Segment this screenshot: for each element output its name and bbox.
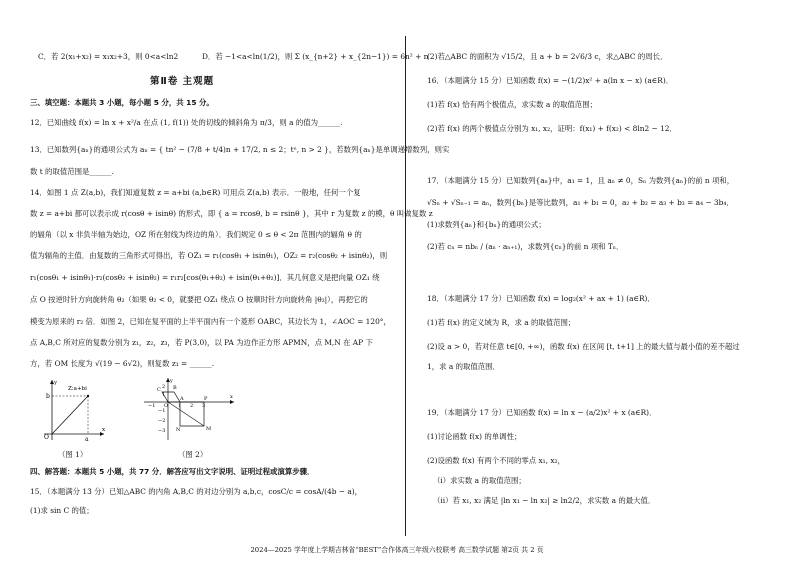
svg-text:3: 3 [202, 403, 206, 409]
svg-text:−1: −1 [148, 403, 156, 409]
question-16-part2: (2)若 f(x) 的两个极值点分别为 x₁, x₂，证明：f(x₁) + f(x₂) < 8ln2 − 12． [427, 124, 677, 133]
question-14-line7: 模变为原来的 r₂ 倍．如图 2，已知在复平面的上半平面内有一个菱形 OABC，其边长为 1，∠AOC = 120°， [30, 317, 391, 326]
question-19-part1: (1)讨论函数 f(x) 的单调性； [427, 432, 522, 441]
svg-text:2: 2 [190, 403, 194, 409]
svg-text:P: P [204, 396, 208, 402]
question-16-part1: (1)若 f(x) 恰有两个极值点，求实数 a 的取值范围； [427, 100, 597, 109]
question-17-part1: (1)求数列{aₙ}和{bₙ}的通项公式； [427, 220, 546, 229]
question-19: 19．（本题满分 17 分）已知函数 f(x) = ln x − (a/2)x² + x (a∈R)． [427, 408, 657, 417]
question-17: 17．（本题满分 15 分）已知数列{aₙ}中，a₁ = 1，且 aₙ ≠ 0，Sₙ 为数列{aₙ}的前 n 项和， [427, 176, 735, 185]
question-12: 12．已知曲线 f(x) = ln x + x²/a 在点 (1, f(1)) 处的切线的倾斜角为 π/3，则 a 的值为______. [30, 118, 343, 127]
svg-text:b: b [46, 393, 50, 400]
svg-text:C: C [157, 387, 161, 393]
question-15-part1: (1)求 sin C 的值； [30, 506, 94, 515]
svg-text:2: 2 [162, 384, 166, 390]
svg-text:1: 1 [162, 392, 166, 398]
svg-text:a: a [85, 436, 89, 442]
svg-text:y: y [54, 380, 58, 386]
svg-text:x: x [230, 394, 233, 400]
svg-text:Z:a+bi: Z:a+bi [68, 386, 87, 392]
svg-text:M: M [206, 426, 212, 432]
question-13-line2: 数 t 的取值范围是______. [30, 167, 114, 176]
question-19-part2: (2)设函数 f(x) 有两个不同的零点 x₁, x₂， [427, 456, 565, 465]
question-14-line9: 方，若 OM 长度为 √(19 − 6√2)，则复数 z₁ = ______. [30, 359, 215, 368]
question-18-part2-line1: (2)设 a > 0，若对任意 t∈[0, +∞)，函数 f(x) 在区间 [t, t+1] 上的最大值与最小值的差不超过 [427, 342, 740, 351]
question-19-part2-i: （i）求实数 a 的取值范围； [433, 476, 526, 485]
svg-text:−1: −1 [158, 408, 166, 414]
svg-text:1: 1 [178, 403, 182, 409]
question-14-line6: 点 O 按逆时针方向旋转角 θ₂（如果 θ₂ < 0，就要把 OZ₁ 绕点 O 按顺时针方向旋转角 |θ₂|），再把它的 [30, 295, 368, 304]
question-14-line3: 的辐角（以 x 非负半轴为始边，OZ 所在射线为终边的角）．我们规定 0 ≤ θ < 2π 范围内的辐角 θ 的 [30, 230, 362, 239]
svg-text:B: B [173, 385, 177, 391]
question-14-line4: 值为辐角的主值．由复数的三角形式可得出，若 OZ₁ = r₁(cosθ₁ + isinθ₁)，OZ₂ = r₂(cosθ₂ + isinθ₂)，则 [30, 251, 388, 260]
column-divider [405, 36, 406, 536]
question-15-line1: 15．（本题满分 13 分）已知△ABC 的内角 A,B,C 的对边分别为 a,b,c，cosC/c = cosA/(4b − a)， [30, 487, 363, 496]
page-footer: 2024—2025 学年度上学期吉林省“BEST”合作体高三年级六校联考 高三数学试题 第2页 共 2 页 [250, 546, 544, 554]
figure-2-rhombus-square [140, 376, 236, 442]
svg-text:N: N [176, 427, 181, 433]
option-c: C．若 2(x₁+x₂) = x₁x₂+3，则 0<a<ln2 [38, 52, 179, 61]
question-13-line1: 13．已知数列{aₙ}的通项公式为 aₙ = { tn² − (7/8 + t/4)n + 17/2, n ≤ 2；tⁿ, n > 2 }，若数列{aₙ}是单调递增数列，则实 [30, 145, 450, 154]
svg-text:−3: −3 [158, 428, 166, 434]
question-17-condition: √Sₙ + √Sₙ₋₁ = aₙ，数列{bₙ}是等比数列，a₁ + b₁ = 0，a₂ + b₂ = a₃ + b₃ = a₄ − 3b₄． [427, 198, 734, 207]
question-18-part1: (1)若 f(x) 的定义域为 R，求 a 的取值范围； [427, 318, 576, 327]
question-16: 16．（本题满分 15 分）已知函数 f(x) = −(1/2)x² + a(ln x − x) (a∈R)． [427, 76, 674, 85]
section-three-heading: 三、填空题：本题共 3 小题，每小题 5 分，共 15 分。 [30, 98, 214, 107]
svg-text:A: A [180, 396, 184, 402]
figure-1-complex-point [38, 376, 108, 442]
section-four-heading: 四、解答题：本题共 5 小题，共 77 分．解答应写出文字说明、证明过程或演算步骤． [30, 467, 315, 476]
question-14-line5: r₁(cosθ₁ + isinθ₁)·r₂(cosθ₂ + isinθ₂) = r₁r₂[cos(θ₁+θ₂) + isin(θ₁+θ₂)]．其几何意义是把向量 OZ₁ 绕 [30, 273, 380, 282]
svg-text:x: x [102, 427, 106, 433]
question-19-part2-ii: （ii）若 x₁, x₂ 满足 |ln x₁ − ln x₂| ≥ ln2/2，求实数 a 的最大值． [433, 496, 656, 505]
question-17-part2: (2)若 cₙ = nbₙ / (aₙ · aₙ₊₁)，求数列{cₙ}的前 n 项和 Tₙ． [427, 242, 624, 251]
question-14-line1: 14．如图 1 点 Z(a,b)，我们知道复数 z = a+bi (a,b∈R) 可用点 Z(a,b) 表示．一般地，任何一个复 [30, 188, 361, 197]
question-14-line2: 数 z = a+bi 都可以表示成 r(cosθ + isinθ) 的形式，即 { a = rcosθ, b = rsinθ }，其中 r 为复数 z 的模，θ 叫做复数 z [30, 209, 433, 218]
svg-text:O: O [164, 403, 169, 409]
option-d: D．若 −1<a<ln(1/2)，则 Σ (x_{n+2} + x_{2n−1}) = 6n² + n [202, 52, 429, 61]
question-18-part2-line2: 1，求 a 的取值范围． [427, 362, 500, 371]
question-18: 18．（本题满分 17 分）已知函数 f(x) = log₂(x² + ax + 1) (a∈R)． [427, 294, 655, 303]
question-14-line8: 点 A,B,C 所对应的复数分别为 z₁，z₂，z₃，若 P(3,0)，以 PA 为边作正方形 APMN，点 M,N 在 AP 下 [30, 338, 373, 347]
figure-1-caption: （图 1） [58, 450, 88, 459]
figure-2-caption: （图 2） [178, 450, 208, 459]
svg-text:−2: −2 [158, 418, 166, 424]
part-two-title: 第Ⅱ卷 主观题 [150, 76, 215, 87]
svg-text:O: O [44, 434, 49, 441]
svg-text:y: y [170, 378, 173, 384]
question-15-part2: (2)若△ABC 的面积为 √15/2，且 a + b = 2√6/3 c，求△ABC 的周长． [427, 52, 668, 61]
